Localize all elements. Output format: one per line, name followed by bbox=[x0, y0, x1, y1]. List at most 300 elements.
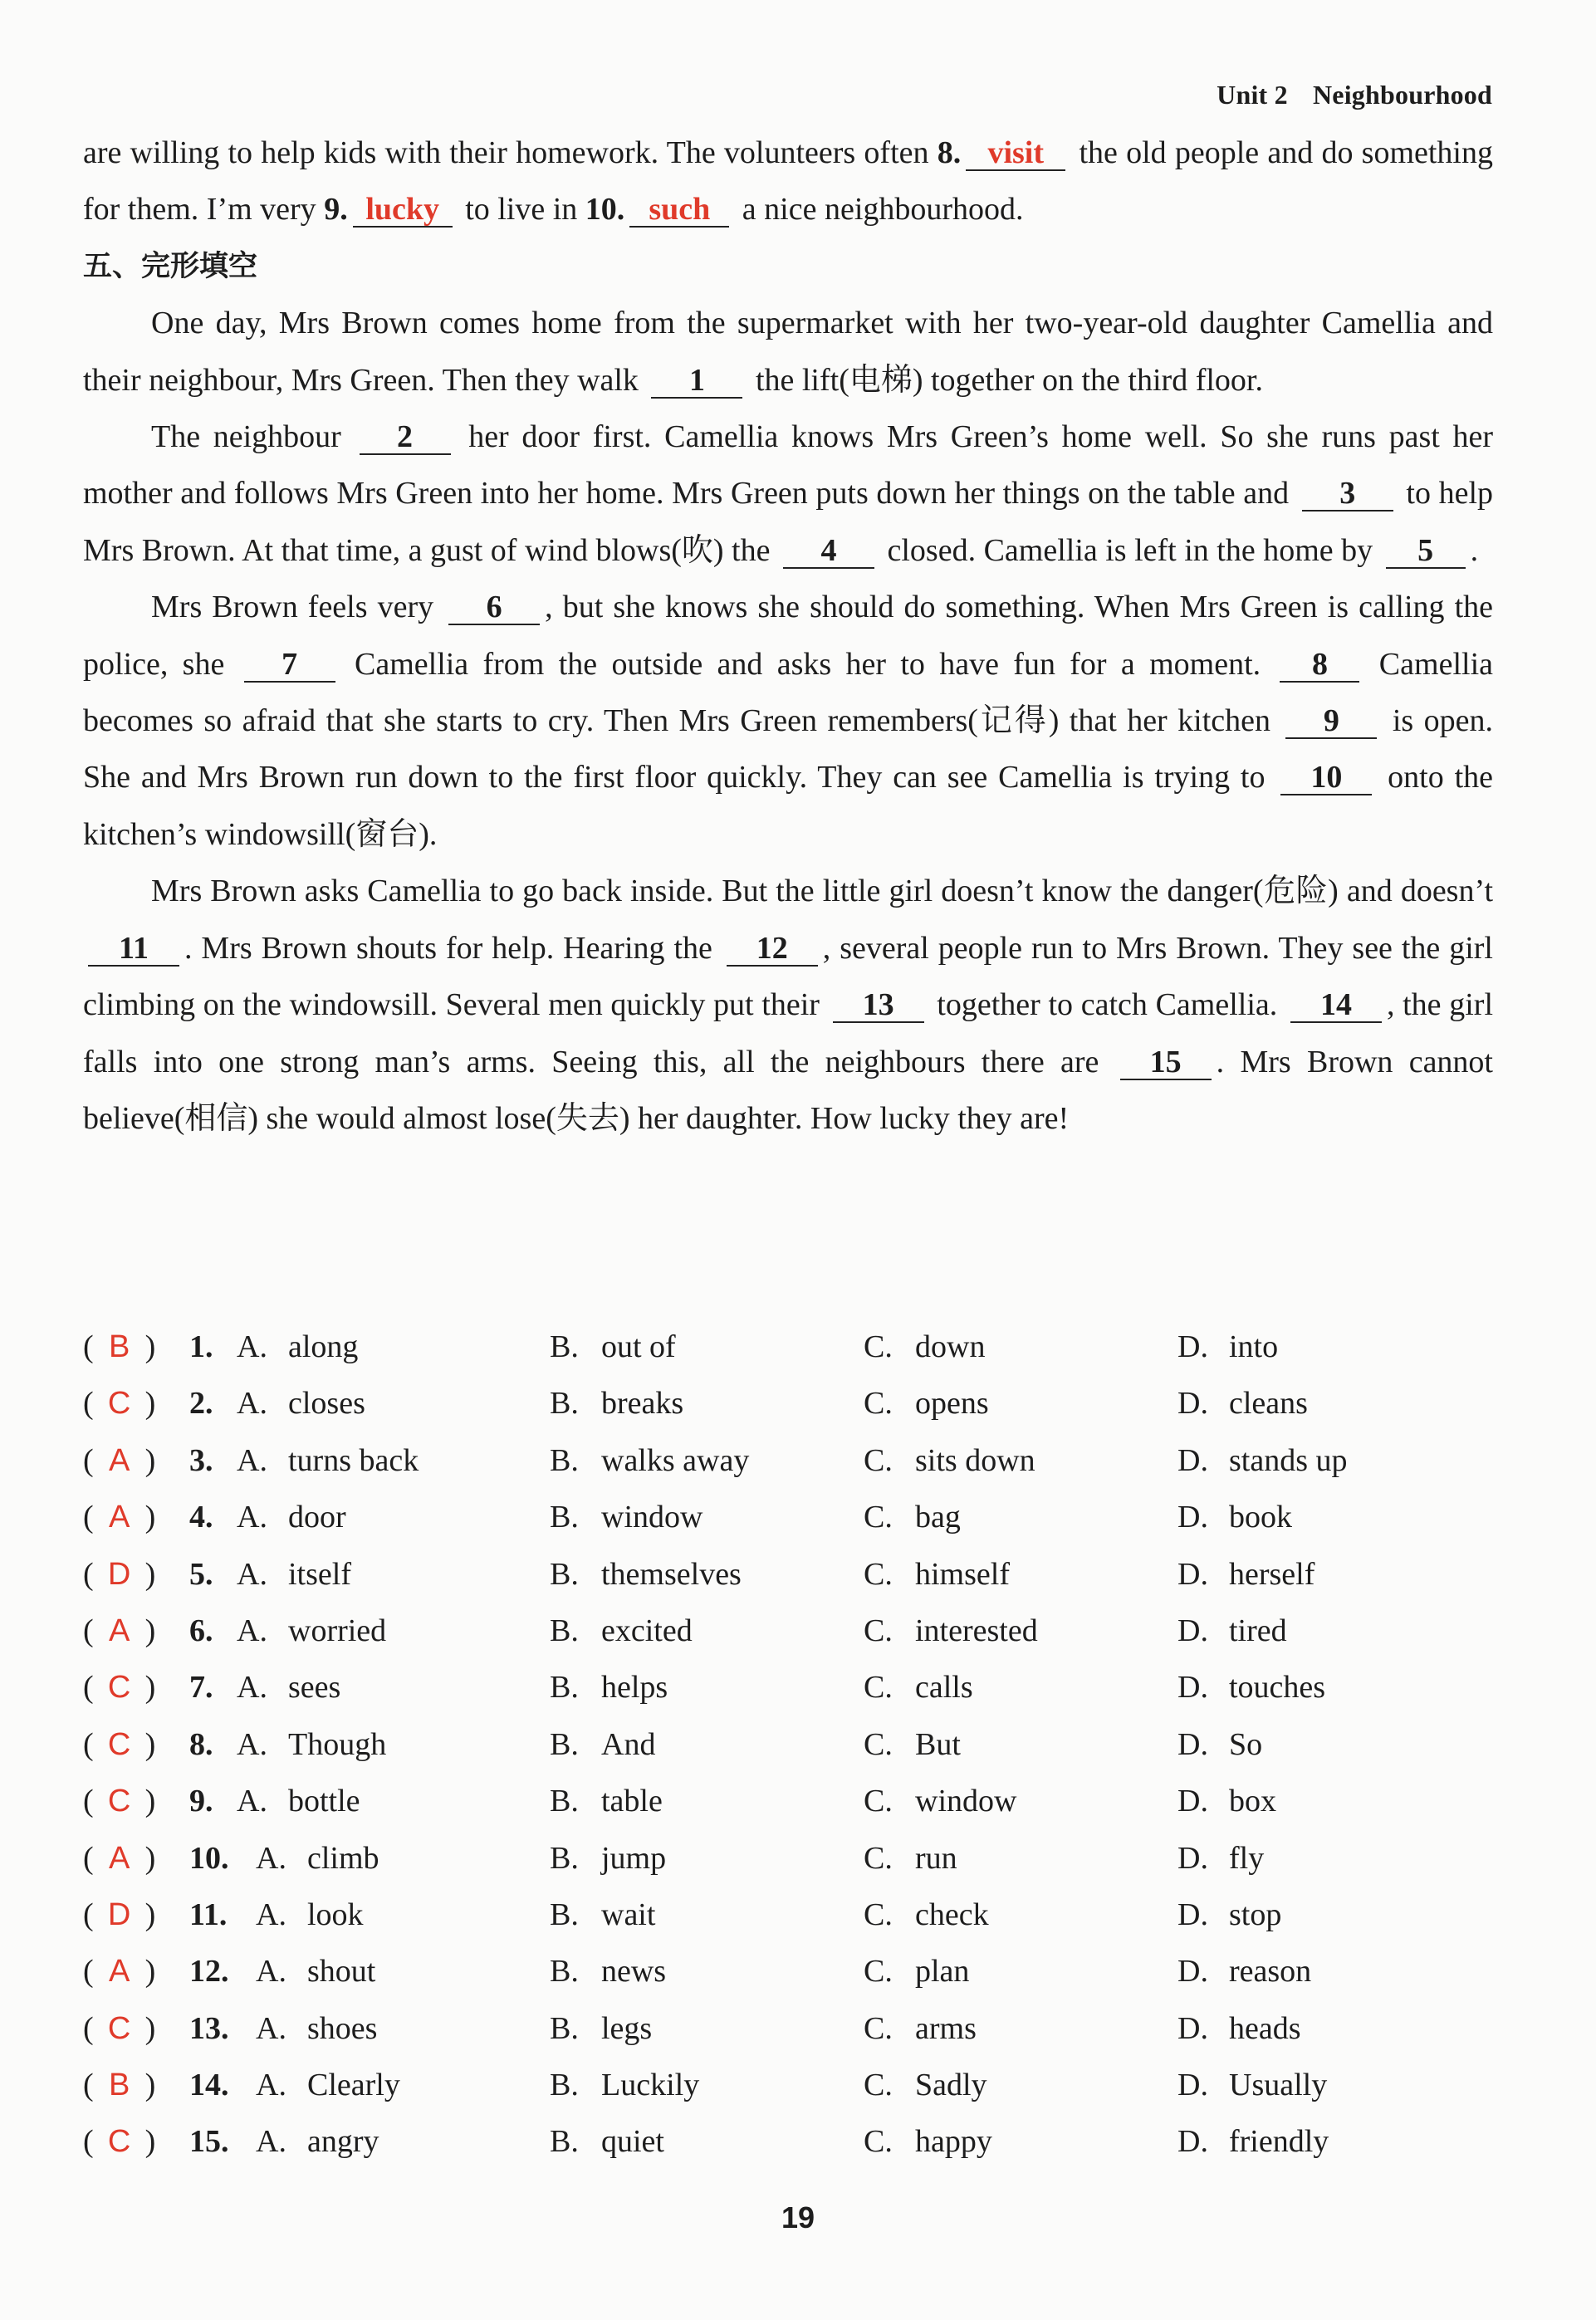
option-text: jump bbox=[601, 1840, 667, 1876]
option-c bbox=[864, 1489, 961, 1545]
question-row bbox=[83, 1546, 1495, 1603]
question-row bbox=[83, 1375, 1495, 1432]
cloze-blank-4: 4 bbox=[783, 534, 874, 569]
options-list bbox=[83, 1319, 1495, 2171]
question-number: 12. bbox=[189, 1954, 229, 1990]
option-a bbox=[237, 1659, 340, 1716]
paren-close: ) bbox=[144, 1670, 156, 1706]
chosen-answer: A bbox=[108, 1840, 130, 1876]
option-b bbox=[550, 1546, 742, 1603]
option-text: themselves bbox=[601, 1556, 742, 1592]
option-letter: B. bbox=[550, 1329, 579, 1364]
passage-area bbox=[83, 125, 1493, 1147]
question-number: 1. bbox=[189, 1329, 213, 1364]
chosen-answer: A bbox=[108, 1500, 130, 1535]
option-letter: B. bbox=[550, 1556, 579, 1592]
answer-blank-9: lucky bbox=[353, 193, 453, 228]
question-row bbox=[83, 1432, 1495, 1489]
paren-close: ) bbox=[144, 1897, 156, 1932]
option-text: touches bbox=[1229, 1670, 1326, 1706]
option-text: box bbox=[1229, 1784, 1276, 1819]
option-text: sees bbox=[288, 1670, 341, 1706]
chosen-answer: C bbox=[107, 1670, 131, 1706]
option-text: angry bbox=[307, 2124, 379, 2160]
answer-bracket bbox=[83, 1887, 155, 1943]
text-run: Mrs Brown feels very bbox=[151, 590, 444, 625]
option-text: turns back bbox=[288, 1442, 419, 1478]
question-row bbox=[83, 1773, 1495, 1829]
option-letter: C. bbox=[864, 1840, 893, 1876]
option-letter: D. bbox=[1177, 2124, 1208, 2160]
option-letter: D. bbox=[1177, 2010, 1208, 2046]
option-letter: A. bbox=[237, 1726, 267, 1762]
option-text: Though bbox=[288, 1726, 387, 1762]
option-letter: A. bbox=[237, 1556, 267, 1592]
question-number: 9. bbox=[189, 1784, 213, 1819]
option-c bbox=[864, 2113, 992, 2170]
option-a bbox=[237, 1319, 358, 1375]
question-number: 13. bbox=[189, 2010, 229, 2046]
option-text: window bbox=[601, 1500, 703, 1535]
option-text: closes bbox=[288, 1386, 365, 1422]
option-d bbox=[1177, 1659, 1325, 1716]
option-c bbox=[864, 2000, 977, 2057]
option-text: legs bbox=[601, 2010, 653, 2046]
answer-bracket bbox=[83, 1603, 155, 1659]
option-c bbox=[864, 1375, 989, 1432]
option-text: calls bbox=[915, 1670, 973, 1706]
option-letter: B. bbox=[550, 1500, 579, 1535]
option-letter: C. bbox=[864, 1726, 893, 1762]
option-c bbox=[864, 1659, 973, 1716]
chosen-answer: A bbox=[108, 1442, 130, 1478]
answer-bracket bbox=[83, 1716, 155, 1773]
option-letter: B. bbox=[550, 1726, 579, 1762]
option-text: bag bbox=[915, 1500, 961, 1535]
text-run: The neighbour bbox=[151, 419, 355, 455]
option-text: breaks bbox=[601, 1386, 684, 1422]
option-d bbox=[1177, 1489, 1292, 1545]
question-number: 5. bbox=[189, 1556, 213, 1592]
option-text: window bbox=[915, 1784, 1017, 1819]
cloze-blank-11: 11 bbox=[88, 932, 179, 967]
text-run: . bbox=[1470, 532, 1479, 568]
text-run: , but she knows she should do something. When Mrs Green is calling the police, she bbox=[83, 590, 1493, 682]
question-number: 14. bbox=[189, 2068, 229, 2103]
paren-open: ( bbox=[83, 1329, 94, 1364]
question-number: 6. bbox=[189, 1613, 213, 1648]
paren-close: ) bbox=[144, 1784, 156, 1819]
chosen-answer: C bbox=[107, 2124, 131, 2160]
answer-bracket bbox=[83, 1773, 155, 1829]
option-letter: A. bbox=[256, 2124, 286, 2160]
option-a bbox=[237, 1432, 419, 1489]
text-run: Mrs Brown asks Camellia to go back inside. But the little girl doesn’t know the danger(危险) and doesn’t bbox=[151, 874, 1493, 909]
option-text: sits down bbox=[915, 1442, 1035, 1478]
option-b bbox=[550, 1319, 676, 1375]
text-run: to help Mrs Brown. At that time, a gust of wind blows(吹) the bbox=[83, 476, 1494, 568]
option-text: Usually bbox=[1229, 2068, 1328, 2103]
option-letter: A. bbox=[256, 1897, 286, 1932]
text-run: the lift(电梯) together on the third floor. bbox=[747, 362, 1263, 398]
text-run: Camellia from the outside and asks her to have fun for a moment. bbox=[340, 646, 1275, 682]
option-c bbox=[864, 1773, 1016, 1829]
option-text: into bbox=[1229, 1329, 1279, 1364]
question-number: 10. bbox=[189, 1840, 229, 1876]
option-letter: D. bbox=[1177, 1897, 1208, 1932]
paren-open: ( bbox=[83, 1784, 94, 1819]
chosen-answer: B bbox=[108, 2068, 130, 2103]
option-letter: B. bbox=[550, 1784, 579, 1819]
option-letter: C. bbox=[864, 2068, 893, 2103]
option-a bbox=[256, 1887, 364, 1943]
paren-open: ( bbox=[83, 1386, 94, 1422]
option-d bbox=[1177, 1546, 1314, 1603]
option-d bbox=[1177, 1375, 1308, 1432]
paren-close: ) bbox=[144, 1840, 156, 1876]
option-b bbox=[550, 1489, 703, 1545]
option-d bbox=[1177, 1773, 1276, 1829]
text-run: her door first. Camellia knows Mrs Green’s home well. So she runs past her mother and follows Mrs Green into her home. Mrs Green puts down her things on the table and bbox=[83, 419, 1493, 511]
paren-open: ( bbox=[83, 2010, 94, 2046]
question-number: 4. bbox=[189, 1500, 213, 1535]
answer-bracket bbox=[83, 1659, 155, 1716]
chosen-answer: D bbox=[107, 1897, 131, 1932]
option-text: cleans bbox=[1229, 1386, 1308, 1422]
cloze-blank-2: 2 bbox=[360, 420, 451, 455]
option-letter: A. bbox=[237, 1500, 267, 1535]
answer-blank-8: visit bbox=[966, 136, 1065, 171]
option-letter: D. bbox=[1177, 1386, 1208, 1422]
paren-close: ) bbox=[144, 2124, 156, 2160]
option-letter: D. bbox=[1177, 1784, 1208, 1819]
section-title: 五、完形填空 bbox=[83, 249, 258, 283]
option-d bbox=[1177, 1319, 1278, 1375]
question-row bbox=[83, 1489, 1495, 1545]
option-letter: C. bbox=[864, 1670, 893, 1706]
text-run: Camellia becomes so afraid that she starts to cry. Then Mrs Green remembers(记得) that her kitchen bbox=[83, 646, 1493, 739]
option-letter: C. bbox=[864, 1386, 893, 1422]
option-d bbox=[1177, 1432, 1348, 1489]
answer-bracket bbox=[83, 2113, 155, 2170]
text-run: One day, Mrs Brown comes home from the supermarket with her two-year-old daughter Camellia and their neighbour, Mrs Green. Then they walk bbox=[83, 306, 1493, 398]
option-a bbox=[256, 2057, 400, 2113]
option-letter: B. bbox=[550, 1897, 579, 1932]
option-text: book bbox=[1229, 1500, 1292, 1535]
paren-open: ( bbox=[83, 1442, 94, 1478]
text-run: a nice neighbourhood. bbox=[734, 192, 1024, 228]
option-c bbox=[864, 1830, 957, 1887]
option-text: shoes bbox=[307, 2010, 378, 2046]
cloze-blank-5: 5 bbox=[1386, 534, 1466, 569]
option-text: Clearly bbox=[307, 2068, 400, 2103]
option-letter: A. bbox=[256, 1840, 286, 1876]
chosen-answer: D bbox=[107, 1556, 131, 1592]
text-run: closed. Camellia is left in the home by bbox=[879, 532, 1381, 568]
text-run: to live in bbox=[457, 192, 585, 228]
paren-open: ( bbox=[83, 2124, 94, 2160]
option-letter: A. bbox=[256, 2010, 286, 2046]
option-letter: B. bbox=[550, 2068, 579, 2103]
option-letter: D. bbox=[1177, 1840, 1208, 1876]
option-b bbox=[550, 2057, 699, 2113]
option-letter: B. bbox=[550, 1954, 579, 1990]
passage-paragraph-3 bbox=[83, 579, 1493, 863]
option-text: out of bbox=[601, 1329, 676, 1364]
cloze-blank-14: 14 bbox=[1290, 988, 1382, 1023]
option-text: excited bbox=[601, 1613, 693, 1648]
passage-paragraph-2 bbox=[83, 409, 1493, 579]
option-c bbox=[864, 2057, 987, 2113]
option-d bbox=[1177, 2057, 1327, 2113]
option-text: bottle bbox=[288, 1784, 360, 1819]
cloze-blank-15: 15 bbox=[1120, 1045, 1212, 1080]
option-letter: A. bbox=[256, 2068, 286, 2103]
cloze-blank-8: 8 bbox=[1280, 648, 1359, 683]
option-text: And bbox=[601, 1726, 656, 1762]
option-letter: D. bbox=[1177, 1954, 1208, 1990]
question-row bbox=[83, 1319, 1495, 1375]
option-b bbox=[550, 2113, 664, 2170]
paren-open: ( bbox=[83, 1556, 94, 1592]
paren-open: ( bbox=[83, 1670, 94, 1706]
option-text: friendly bbox=[1229, 2124, 1329, 2160]
option-letter: D. bbox=[1177, 1613, 1208, 1648]
option-letter: A. bbox=[237, 1670, 267, 1706]
option-letter: B. bbox=[550, 1442, 579, 1478]
option-text: down bbox=[915, 1329, 986, 1364]
option-text: shout bbox=[307, 1954, 376, 1990]
option-text: arms bbox=[915, 2010, 977, 2046]
option-letter: D. bbox=[1177, 2068, 1208, 2103]
option-text: news bbox=[601, 1954, 667, 1990]
unit-title: Neighbourhood bbox=[1313, 80, 1492, 110]
paren-open: ( bbox=[83, 1897, 94, 1932]
option-text: climb bbox=[307, 1840, 379, 1876]
option-b bbox=[550, 1659, 668, 1716]
option-letter: D. bbox=[1177, 1500, 1208, 1535]
option-text: walks away bbox=[601, 1442, 750, 1478]
option-b bbox=[550, 1716, 655, 1773]
option-letter: A. bbox=[237, 1442, 267, 1478]
option-text: stands up bbox=[1229, 1442, 1348, 1478]
option-c bbox=[864, 1319, 985, 1375]
option-text: helps bbox=[601, 1670, 668, 1706]
option-text: himself bbox=[915, 1556, 1010, 1592]
option-text: along bbox=[288, 1329, 359, 1364]
paren-open: ( bbox=[83, 1500, 94, 1535]
answer-bracket bbox=[83, 2000, 155, 2057]
passage-paragraph-4 bbox=[83, 863, 1493, 1147]
option-letter: B. bbox=[550, 1386, 579, 1422]
option-a bbox=[256, 1943, 375, 1999]
option-letter: C. bbox=[864, 1442, 893, 1478]
option-text: So bbox=[1229, 1726, 1263, 1762]
option-letter: D. bbox=[1177, 1726, 1208, 1762]
option-a bbox=[237, 1603, 386, 1659]
chosen-answer: B bbox=[108, 1329, 130, 1364]
option-letter: C. bbox=[864, 1329, 893, 1364]
paren-close: ) bbox=[144, 2010, 156, 2046]
option-text: happy bbox=[915, 2124, 992, 2160]
answer-bracket bbox=[83, 1546, 155, 1603]
answer-bracket bbox=[83, 1319, 155, 1375]
answer-bracket bbox=[83, 1830, 155, 1887]
option-letter: C. bbox=[864, 1897, 893, 1932]
paren-close: ) bbox=[144, 1726, 156, 1762]
option-d bbox=[1177, 2000, 1301, 2057]
cloze-blank-7: 7 bbox=[244, 648, 335, 683]
option-d bbox=[1177, 1887, 1281, 1943]
question-number: 11. bbox=[189, 1897, 228, 1932]
text-run: . Mrs Brown shouts for help. Hearing the bbox=[184, 930, 722, 966]
option-letter: A. bbox=[237, 1784, 267, 1819]
option-letter: C. bbox=[864, 1500, 893, 1535]
question-number: 2. bbox=[189, 1386, 213, 1422]
option-a bbox=[256, 2000, 377, 2057]
option-text: opens bbox=[915, 1386, 989, 1422]
option-b bbox=[550, 1432, 749, 1489]
question-row bbox=[83, 1603, 1495, 1659]
option-text: But bbox=[915, 1726, 961, 1762]
paren-close: ) bbox=[144, 2068, 156, 2103]
option-c bbox=[864, 1887, 989, 1943]
cloze-blank-6: 6 bbox=[448, 590, 540, 625]
option-text: reason bbox=[1229, 1954, 1312, 1990]
option-letter: D. bbox=[1177, 1442, 1208, 1478]
question-number: 9. bbox=[324, 192, 348, 228]
option-letter: B. bbox=[550, 2010, 579, 2046]
question-row bbox=[83, 1659, 1495, 1716]
chosen-answer: C bbox=[107, 2010, 131, 2046]
paren-close: ) bbox=[144, 1329, 156, 1364]
option-letter: D. bbox=[1177, 1556, 1208, 1592]
option-letter: D. bbox=[1177, 1329, 1208, 1364]
text-run: . Mrs Brown cannot believe(相信) she would almost lose(失去) her daughter. How lucky they are! bbox=[83, 1044, 1493, 1136]
chosen-answer: C bbox=[107, 1784, 131, 1819]
paren-close: ) bbox=[144, 1954, 156, 1990]
text-run: together to catch Camellia. bbox=[928, 987, 1285, 1023]
option-a bbox=[237, 1546, 351, 1603]
answer-bracket bbox=[83, 1432, 155, 1489]
option-text: check bbox=[915, 1897, 989, 1932]
paren-open: ( bbox=[83, 1613, 94, 1648]
page-number: 19 bbox=[781, 2200, 815, 2234]
option-d bbox=[1177, 1716, 1262, 1773]
question-number: 3. bbox=[189, 1442, 213, 1478]
question-number: 8. bbox=[189, 1726, 213, 1762]
question-row bbox=[83, 2000, 1495, 2057]
cloze-blank-12: 12 bbox=[727, 932, 818, 967]
text-run: are willing to help kids with their homework. The volunteers often bbox=[83, 135, 938, 170]
chosen-answer: C bbox=[107, 1386, 131, 1422]
option-text: tired bbox=[1229, 1613, 1287, 1648]
option-d bbox=[1177, 2113, 1329, 2170]
paren-open: ( bbox=[83, 1954, 94, 1990]
option-text: stop bbox=[1229, 1897, 1282, 1932]
option-text: wait bbox=[601, 1897, 656, 1932]
option-letter: C. bbox=[864, 2010, 893, 2046]
option-text: door bbox=[288, 1500, 346, 1535]
option-text: table bbox=[601, 1784, 663, 1819]
option-b bbox=[550, 1773, 663, 1829]
option-text: look bbox=[307, 1897, 364, 1932]
option-b bbox=[550, 2000, 652, 2057]
option-letter: A. bbox=[237, 1386, 267, 1422]
question-row bbox=[83, 1943, 1495, 1999]
option-letter: C. bbox=[864, 1613, 893, 1648]
chosen-answer: A bbox=[108, 1954, 130, 1990]
question-number: 7. bbox=[189, 1670, 213, 1706]
cloze-blank-1: 1 bbox=[651, 364, 742, 399]
passage-paragraph-1 bbox=[83, 295, 1493, 409]
text-run: the old people and do something for them. I’m very bbox=[83, 135, 1493, 228]
answer-bracket bbox=[83, 1375, 155, 1432]
option-c bbox=[864, 1603, 1038, 1659]
option-b bbox=[550, 1603, 693, 1659]
paren-close: ) bbox=[144, 1556, 156, 1592]
answer-bracket bbox=[83, 1489, 155, 1545]
option-letter: A. bbox=[237, 1613, 267, 1648]
option-b bbox=[550, 1830, 666, 1887]
option-letter: A. bbox=[237, 1329, 267, 1364]
answer-bracket bbox=[83, 2057, 155, 2113]
option-letter: C. bbox=[864, 1556, 893, 1592]
paren-close: ) bbox=[144, 1386, 156, 1422]
option-text: heads bbox=[1229, 2010, 1301, 2046]
option-a bbox=[237, 1773, 360, 1829]
fill-in-continuation bbox=[83, 125, 1493, 238]
option-b bbox=[550, 1887, 655, 1943]
text-run: , several people run to Mrs Brown. They see the girl climbing on the windowsill. Several men quickly put their bbox=[83, 930, 1493, 1023]
question-number: 8. bbox=[937, 135, 962, 170]
text-run: is open. She and Mrs Brown run down to the first floor quickly. They can see Camellia is trying to bbox=[83, 703, 1493, 795]
paren-open: ( bbox=[83, 1840, 94, 1876]
option-text: Sadly bbox=[915, 2068, 987, 2103]
cloze-blank-10: 10 bbox=[1280, 761, 1372, 795]
text-run: onto the kitchen’s windowsill(窗台). bbox=[83, 760, 1494, 852]
question-row bbox=[83, 1830, 1495, 1887]
option-text: run bbox=[915, 1840, 957, 1876]
option-letter: B. bbox=[550, 2124, 579, 2160]
option-d bbox=[1177, 1830, 1264, 1887]
paren-close: ) bbox=[144, 1613, 156, 1648]
option-c bbox=[864, 1716, 961, 1773]
answer-bracket bbox=[83, 1943, 155, 1999]
cloze-blank-3: 3 bbox=[1302, 477, 1393, 511]
option-text: herself bbox=[1229, 1556, 1315, 1592]
option-text: quiet bbox=[601, 2124, 664, 2160]
option-c bbox=[864, 1546, 1010, 1603]
option-letter: C. bbox=[864, 1954, 893, 1990]
cloze-blank-13: 13 bbox=[833, 988, 924, 1023]
option-letter: C. bbox=[864, 1784, 893, 1819]
paren-close: ) bbox=[144, 1442, 156, 1478]
option-letter: B. bbox=[550, 1670, 579, 1706]
option-letter: A. bbox=[256, 1954, 286, 1990]
option-text: fly bbox=[1229, 1840, 1265, 1876]
option-a bbox=[237, 1375, 365, 1432]
question-number: 15. bbox=[189, 2124, 229, 2160]
option-letter: C. bbox=[864, 2124, 893, 2160]
page-header bbox=[1217, 80, 1492, 110]
question-row bbox=[83, 1716, 1495, 1773]
option-d bbox=[1177, 1603, 1287, 1659]
option-text: worried bbox=[288, 1613, 387, 1648]
question-row bbox=[83, 2057, 1495, 2113]
cloze-blank-9: 9 bbox=[1285, 704, 1377, 739]
question-row bbox=[83, 1887, 1495, 1943]
